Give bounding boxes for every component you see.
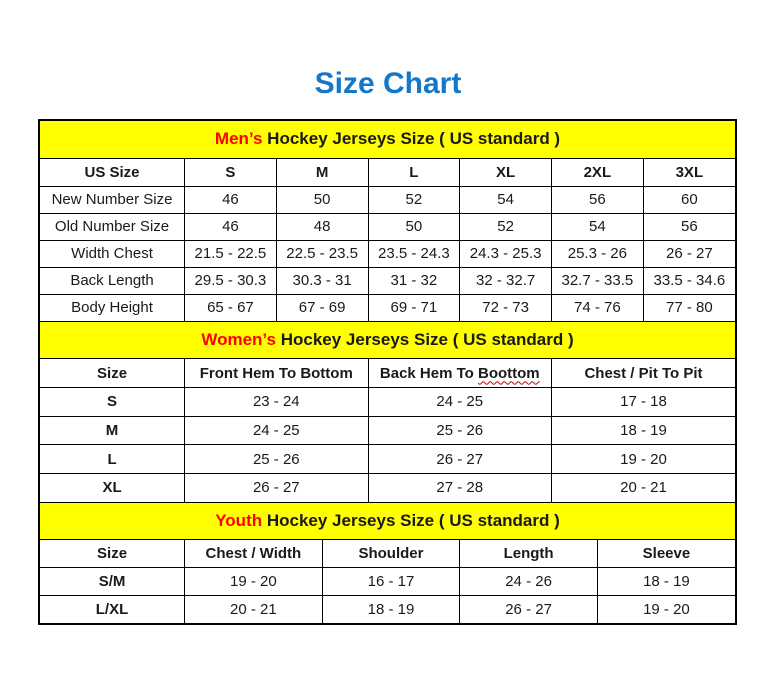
size-value-cell: 21.5 - 22.5: [185, 240, 277, 267]
youth-section-banner: [40, 502, 735, 540]
size-value-cell: 60: [643, 186, 735, 213]
size-value-cell: 74 - 76: [551, 294, 643, 321]
size-value-cell: 18 - 19: [322, 595, 460, 623]
size-value-cell: 50: [368, 213, 460, 240]
column-header-cell: Chest / Width: [185, 540, 323, 568]
table-row: [40, 240, 735, 267]
size-value-cell: 20 - 21: [185, 595, 323, 623]
youth-size-table: [40, 540, 735, 623]
table-row: [40, 294, 735, 321]
size-value-cell: 25 - 26: [185, 445, 368, 474]
row-label-cell: S: [40, 388, 185, 417]
column-header-cell: XL: [460, 159, 552, 186]
row-label-cell: L: [40, 445, 185, 474]
size-value-cell: 56: [551, 186, 643, 213]
womens-banner-text: Hockey Jerseys Size ( US standard ): [275, 330, 574, 349]
header-row: [40, 159, 735, 186]
size-value-cell: 72 - 73: [460, 294, 552, 321]
size-value-cell: 65 - 67: [185, 294, 277, 321]
column-header-cell: Chest / Pit To Pit: [552, 359, 735, 388]
size-value-cell: 25.3 - 26: [551, 240, 643, 267]
size-value-cell: 56: [643, 213, 735, 240]
size-value-cell: 18 - 19: [552, 416, 735, 445]
youth-banner-text: Hockey Jerseys Size ( US standard ): [262, 510, 560, 530]
column-header-cell: L: [368, 159, 460, 186]
size-value-cell: 19 - 20: [552, 445, 735, 474]
size-value-cell: 52: [460, 213, 552, 240]
table-row: [40, 213, 735, 240]
size-value-cell: 33.5 - 34.6: [643, 267, 735, 294]
size-value-cell: 30.3 - 31: [276, 267, 368, 294]
size-value-cell: 23.5 - 24.3: [368, 240, 460, 267]
row-label-cell: Body Height: [40, 294, 185, 321]
size-value-cell: 24 - 26: [460, 568, 598, 596]
column-header-cell: Sleeve: [597, 540, 735, 568]
size-value-cell: 46: [185, 186, 277, 213]
table-row: [40, 568, 735, 596]
size-value-cell: 16 - 17: [322, 568, 460, 596]
size-value-cell: 23 - 24: [185, 388, 368, 417]
row-label-cell: L/XL: [40, 595, 185, 623]
row-label-cell: Back Length: [40, 267, 185, 294]
size-value-cell: 27 - 28: [368, 473, 551, 502]
size-value-cell: 52: [368, 186, 460, 213]
row-label-cell: M: [40, 416, 185, 445]
column-header-cell: [368, 359, 551, 388]
column-header-text: Back Hem To: [379, 364, 478, 382]
size-chart-box: [38, 119, 737, 625]
size-value-cell: 26 - 27: [460, 595, 598, 623]
size-value-cell: 19 - 20: [185, 568, 323, 596]
size-value-cell: 26 - 27: [185, 473, 368, 502]
mens-banner-highlight: Men’s: [214, 129, 263, 148]
column-header-cell: Length: [460, 540, 598, 568]
table-row: [40, 388, 735, 417]
row-label-cell: New Number Size: [40, 186, 185, 213]
column-header-cell: 3XL: [643, 159, 735, 186]
row-label-cell: Old Number Size: [40, 213, 185, 240]
table-row: [40, 473, 735, 502]
header-row: [40, 359, 735, 388]
mens-banner-text: Hockey Jerseys Size ( US standard ): [262, 129, 561, 148]
row-label-cell: Width Chest: [40, 240, 185, 267]
size-value-cell: 31 - 32: [368, 267, 460, 294]
column-header-cell: US Size: [40, 159, 185, 186]
misspelled-word: Boottom: [477, 364, 540, 382]
size-value-cell: 50: [276, 186, 368, 213]
size-value-cell: 26 - 27: [643, 240, 735, 267]
row-label-cell: S/M: [40, 568, 185, 596]
size-value-cell: 24.3 - 25.3: [460, 240, 552, 267]
size-value-cell: 29.5 - 30.3: [185, 267, 277, 294]
size-value-cell: 54: [460, 186, 552, 213]
youth-banner-highlight: Youth: [215, 510, 263, 530]
table-row: [40, 267, 735, 294]
size-value-cell: 22.5 - 23.5: [276, 240, 368, 267]
mens-section-banner: [40, 121, 735, 159]
size-value-cell: 46: [185, 213, 277, 240]
row-label-cell: XL: [40, 473, 185, 502]
size-value-cell: 69 - 71: [368, 294, 460, 321]
mens-size-table: [40, 159, 735, 321]
size-value-cell: 24 - 25: [368, 388, 551, 417]
size-value-cell: 17 - 18: [552, 388, 735, 417]
table-row: [40, 186, 735, 213]
size-value-cell: 77 - 80: [643, 294, 735, 321]
size-value-cell: 26 - 27: [368, 445, 551, 474]
column-header-cell: Size: [40, 359, 185, 388]
size-value-cell: 19 - 20: [597, 595, 735, 623]
size-value-cell: 54: [551, 213, 643, 240]
table-row: [40, 416, 735, 445]
size-value-cell: 18 - 19: [597, 568, 735, 596]
page-title: Size Chart: [314, 67, 462, 100]
table-row: [40, 445, 735, 474]
womens-section-banner: [40, 321, 735, 359]
column-header-cell: Size: [40, 540, 185, 568]
column-header-cell: M: [276, 159, 368, 186]
column-header-cell: Shoulder: [322, 540, 460, 568]
column-header-cell: Front Hem To Bottom: [185, 359, 368, 388]
column-header-cell: 2XL: [551, 159, 643, 186]
womens-size-table: [40, 359, 735, 502]
size-value-cell: 32.7 - 33.5: [551, 267, 643, 294]
womens-banner-highlight: Women’s: [201, 330, 276, 349]
size-value-cell: 24 - 25: [185, 416, 368, 445]
header-row: [40, 540, 735, 568]
size-value-cell: 67 - 69: [276, 294, 368, 321]
size-value-cell: 25 - 26: [368, 416, 551, 445]
size-value-cell: 48: [276, 213, 368, 240]
size-value-cell: 32 - 32.7: [460, 267, 552, 294]
size-value-cell: 20 - 21: [552, 473, 735, 502]
table-row: [40, 595, 735, 623]
column-header-cell: S: [185, 159, 277, 186]
